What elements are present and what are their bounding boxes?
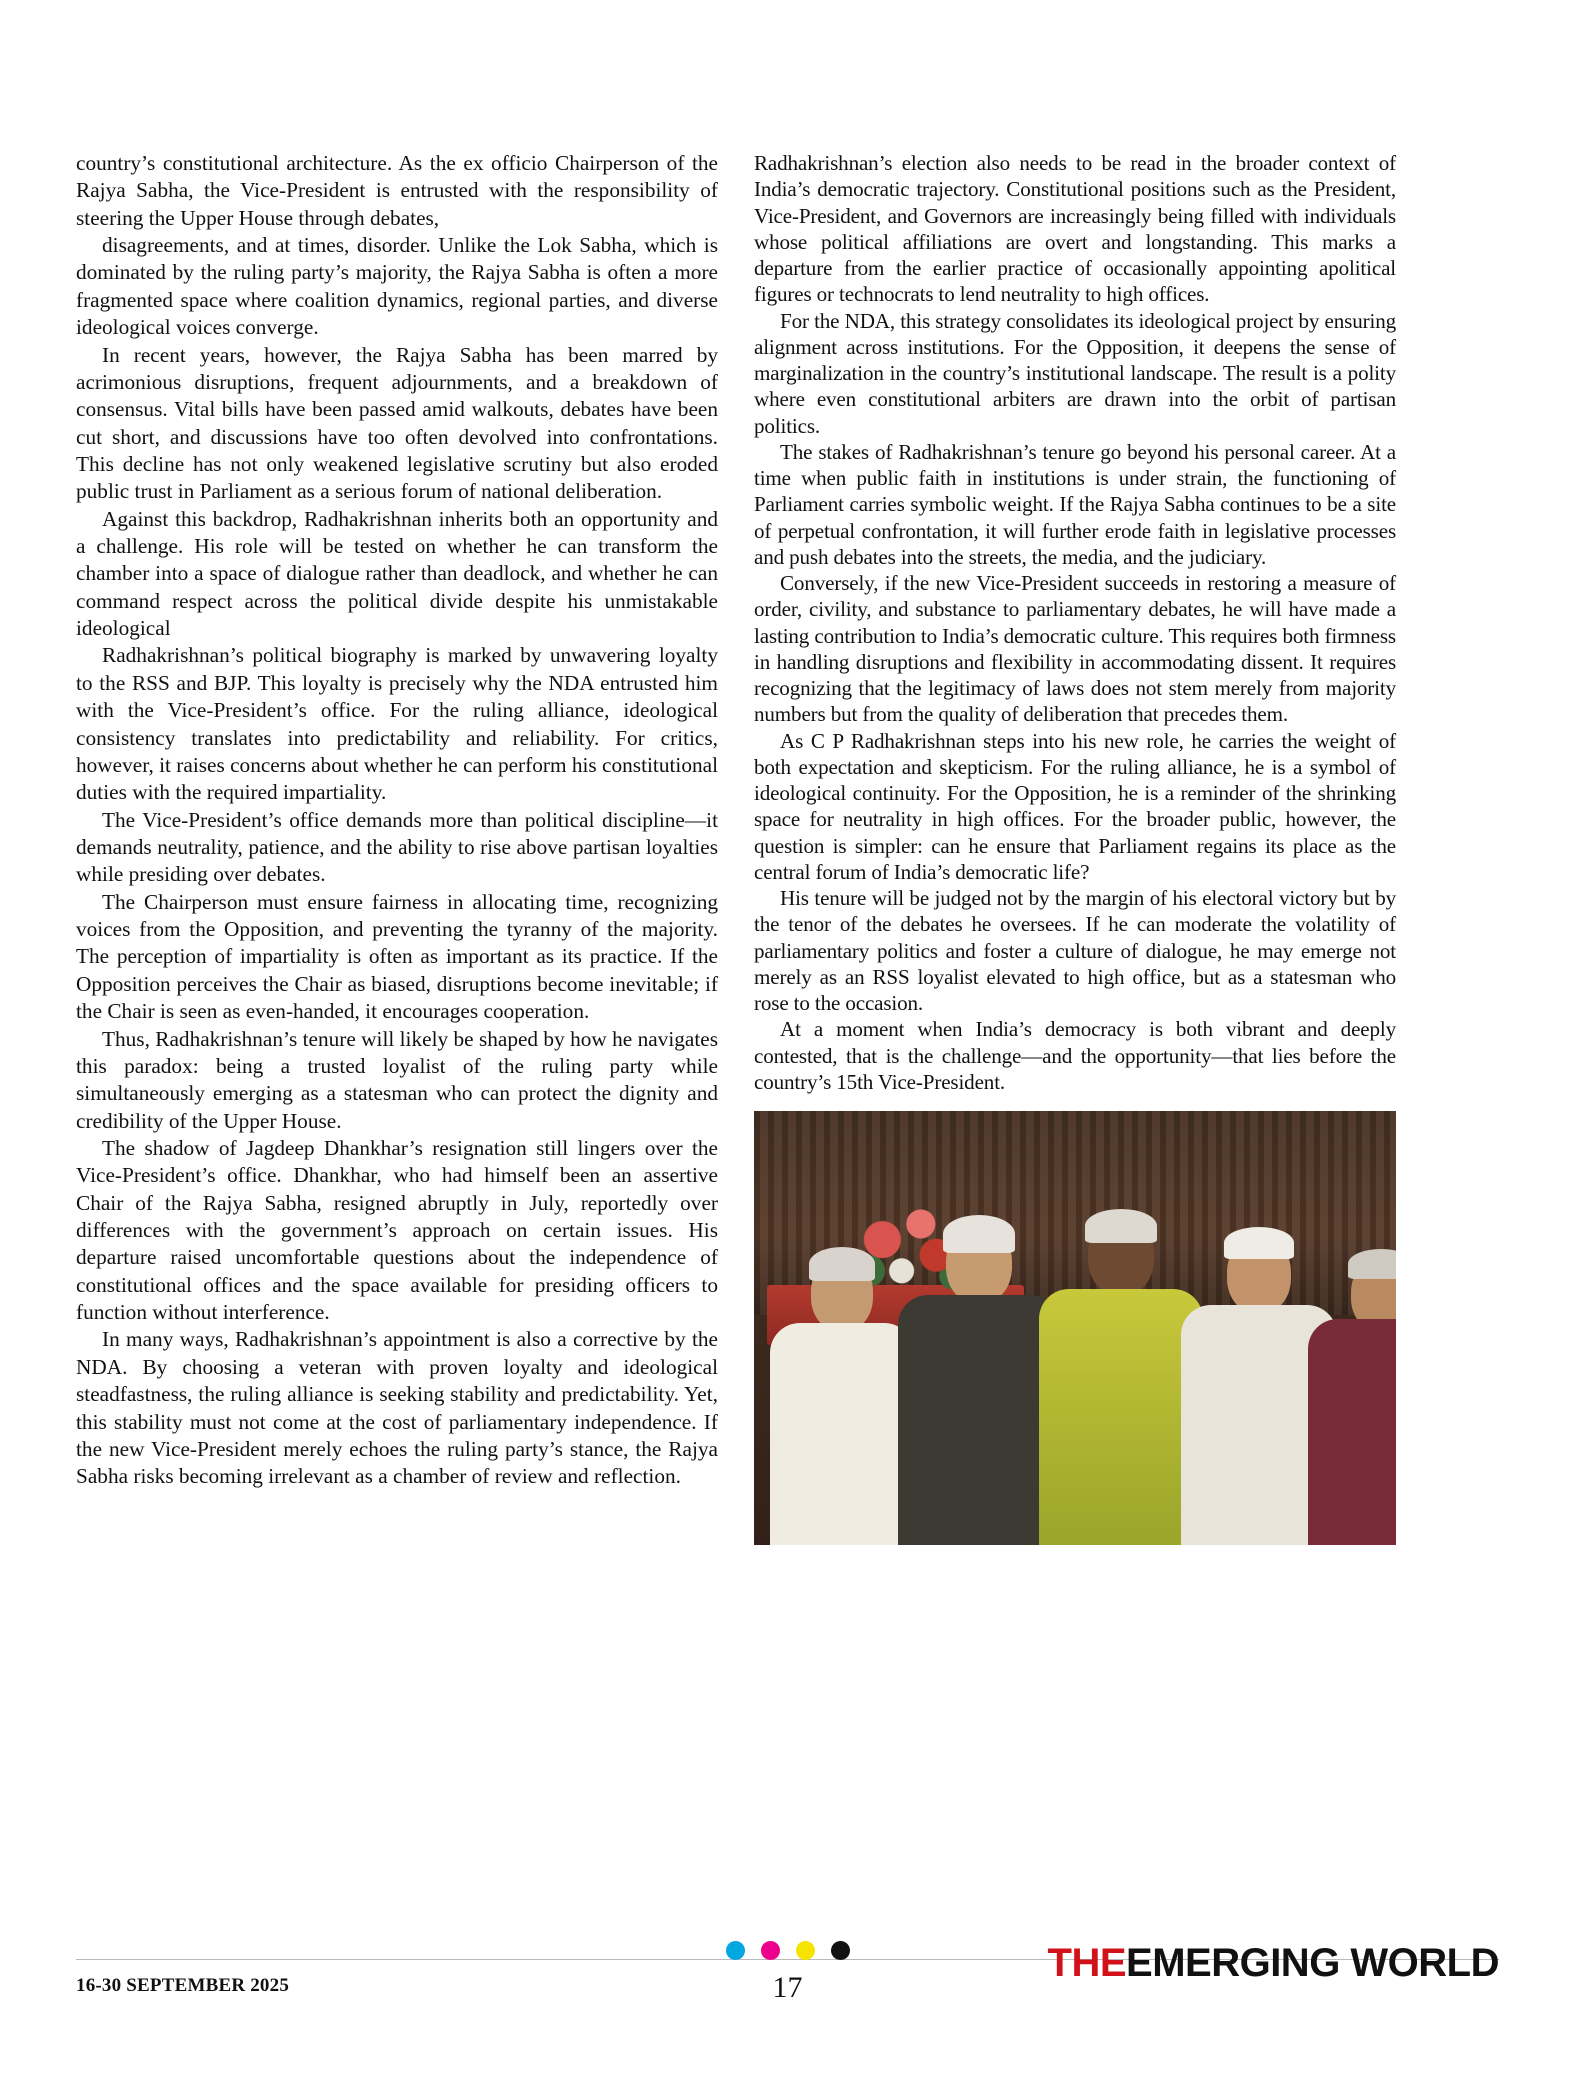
photo-person-5 xyxy=(1306,1245,1396,1545)
paragraph: disagreements, and at times, disorder. Unlike the Lok Sabha, which is dominated by the ruling party’s majority, the Rajya Sabha is often a more fragmented space where coalition dynamics, regional parties, and diverse ideological voices converge. xyxy=(76,233,718,340)
left-column xyxy=(76,150,718,1920)
paragraph: country’s constitutional architecture. As the ex officio Chairperson of the Rajya Sabha, the Vice-President is entrusted with the responsibility of steering the Upper House through debates, xyxy=(76,151,718,230)
paragraph: The shadow of Jagdeep Dhankhar’s resignation still lingers over the Vice-President’s office. Dhankhar, who had himself been an assertive Chair of the Rajya Sabha, resigned abruptly in July, reportedly over differences with the government’s approach on certain issues. His departure raised uncomfortable questions about the independence of constitutional offices and the space available for presiding officers to function without interference. xyxy=(76,1135,718,1325)
paragraph: Radhakrishnan’s election also needs to be read in the broader context of India’s democratic trajectory. Constitutional positions such as the President, Vice-President, and Governors are increasingly being filled with individuals whose political affiliations are overt and longstanding. This marks a departure from the earlier practice of occasionally appointing apolitical figures or technocrats to lend neutrality to high offices. xyxy=(754,151,1396,307)
yellow-dot xyxy=(796,1941,815,1960)
issue-date: 16-30 SEPTEMBER 2025 xyxy=(76,1975,290,1996)
paragraph: The Vice-President’s office demands more than political discipline—it demands neutrality, patience, and the ability to rise above partisan loyalties while presiding over debates. xyxy=(76,807,718,887)
right-column xyxy=(754,150,1396,1920)
paragraph: In recent years, however, the Rajya Sabha has been marred by acrimonious disruptions, frequent adjournments, and a breakdown of consensus. Vital bills have been passed amid walkouts, debates have been cut short, and discussions have too often devolved into confrontations. This decline has not only weakened legislative scrutiny but also eroded public trust in Parliament as a serious forum of national deliberation. xyxy=(76,342,718,504)
registration-marks xyxy=(726,1941,850,1960)
paragraph: For the NDA, this strategy consolidates its ideological project by ensuring alignment across institutions. For the Opposition, it deepens the sense of marginalization in the country’s institutional landscape. The result is a polity where even constitutional arbiters are drawn into the orbit of partisan politics. xyxy=(754,308,1396,438)
masthead-logo xyxy=(1048,1941,1499,1986)
paragraph: His tenure will be judged not by the margin of his electoral victory but by the tenor of the debates he oversees. If he can moderate the volatility of parliamentary politics and foster a culture of dialogue, he may emerge not merely as an RSS loyalist elevated to high office, but as a statesman who rose to the occasion. xyxy=(754,886,1396,1015)
paragraph: In many ways, Radhakrishnan’s appointment is also a corrective by the NDA. By choosing a veteran with proven loyalty and ideological steadfastness, the ruling alliance is seeking stability and predictability. Yet, this stability must not come at the cost of parliamentary independence. If the new Vice-President merely echoes the ruling party’s stance, the Rajya Sabha risks becoming irrelevant as a chamber of review and reflection. xyxy=(76,1327,718,1489)
black-dot xyxy=(831,1941,850,1960)
paragraph: Radhakrishnan’s political biography is marked by unwavering loyalty to the RSS and BJP. This loyalty is precisely why the NDA entrusted him with the Vice-President’s office. For the ruling alliance, ideological consistency translates into predictability and reliability. For critics, however, it raises concerns about whether he can perform his constitutional duties with the required impartiality. xyxy=(76,643,718,805)
masthead-the: THE xyxy=(1047,1941,1127,1985)
paragraph: Thus, Radhakrishnan’s tenure will likely be shaped by how he navigates this paradox: being a trusted loyalist of the ruling party while simultaneously emerging as a statesman who can protect the dignity and credibility of the Upper House. xyxy=(76,1026,718,1133)
paragraph: The Chairperson must ensure fairness in allocating time, recognizing voices from the Opposition, and preventing the tyranny of the majority. The perception of impartiality is often as important as its practice. If the Opposition perceives the Chair as biased, disruptions become inevitable; if the Chair is seen as even-handed, it encourages cooperation. xyxy=(76,889,718,1024)
paragraph: Against this backdrop, Radhakrishnan inherits both an opportunity and a challenge. His role will be tested on whether he can transform the chamber into a space of dialogue rather than deadlock, and whether he can command respect across the political divide despite his unmistakable ideological xyxy=(76,506,718,641)
paragraph: As C P Radhakrishnan steps into his new role, he carries the weight of both expectation and skepticism. For the ruling alliance, he is a symbol of ideological continuity. For the Opposition, he is a reminder of the shrinking space for neutrality in high offices. For the broader public, however, the question is simpler: can he ensure that Parliament regains its place as the central forum of India’s democratic life? xyxy=(754,728,1396,884)
paragraph: At a moment when India’s democracy is both vibrant and deeply contested, that is the challenge—and the opportunity—that lies before the country’s 15th Vice-President. xyxy=(754,1017,1396,1094)
page-number: 17 xyxy=(772,1971,803,2004)
article-photograph xyxy=(754,1111,1396,1545)
paragraph: Conversely, if the new Vice-President succeeds in restoring a measure of order, civility, and substance to parliamentary debates, he will have made a lasting contribution to India’s democratic culture. This requires both firmness in handling disruptions and flexibility in accommodating dissent. It requires recognizing that the legitimacy of laws does not stem merely from majority numbers but from the quality of deliberation that precedes them. xyxy=(754,571,1396,727)
magenta-dot xyxy=(761,1941,780,1960)
article-body xyxy=(76,150,1496,1920)
cyan-dot xyxy=(726,1941,745,1960)
page-footer xyxy=(76,1923,1499,2033)
paragraph: The stakes of Radhakrishnan’s tenure go beyond his personal career. At a time when public faith in institutions is under strain, the functioning of Parliament carries symbolic weight. If the Rajya Sabha continues to be a site of perpetual confrontation, it will further erode faith in legislative processes and push debates into the streets, the media, and the judiciary. xyxy=(754,439,1396,569)
masthead-title: EMERGING WORLD xyxy=(1126,1941,1499,1985)
